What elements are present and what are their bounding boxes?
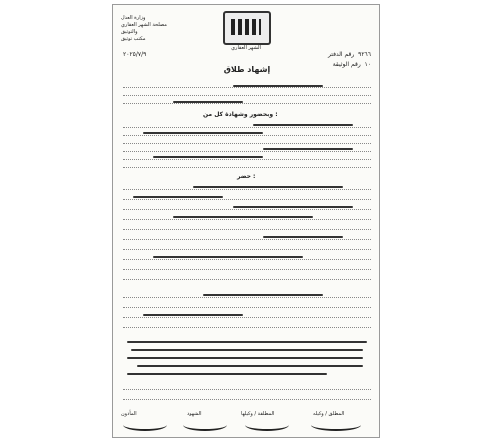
- handwriting: [143, 314, 243, 316]
- handwriting: [263, 148, 353, 150]
- form-line: [123, 259, 371, 260]
- handwriting: [173, 101, 243, 103]
- serial-value: ١٠: [364, 61, 371, 68]
- header-line: مصلحة الشهر العقاري والتوثيق: [121, 22, 167, 35]
- form-line: [123, 239, 371, 240]
- header-left-block: [121, 15, 181, 43]
- form-line: [123, 199, 371, 200]
- present-section-title: حضر :: [237, 173, 256, 180]
- form-line: [123, 189, 371, 190]
- form-line: [123, 167, 371, 168]
- handwriting: [263, 236, 343, 238]
- document-number-value: ٩٢٦٦: [358, 51, 371, 58]
- form-line: [123, 127, 371, 128]
- form-line: [123, 317, 371, 318]
- signature-scribble: [311, 419, 361, 431]
- header-line: مكتب توثيق: [121, 36, 146, 42]
- form-line: [123, 159, 371, 160]
- signature-label: المأذون: [121, 411, 137, 417]
- signature-label: المطلقة / وكيلها: [241, 411, 275, 417]
- form-line: [123, 229, 371, 230]
- document-date: ٢٠٢٥/٧/٩: [123, 51, 147, 58]
- signature-scribble: [123, 419, 167, 431]
- form-line: [123, 95, 371, 96]
- form-line: [123, 209, 371, 210]
- handwriting: [233, 85, 323, 87]
- form-line: [123, 389, 371, 390]
- form-line: [123, 143, 371, 144]
- form-line: [123, 297, 371, 298]
- signature-label: الشهود: [187, 411, 202, 417]
- handwriting: [137, 365, 363, 367]
- handwriting: [127, 341, 367, 343]
- handwriting: [193, 186, 343, 188]
- serial-label: رقم الوثيقة: [332, 61, 361, 68]
- form-line: [123, 269, 371, 270]
- signature-row: [121, 411, 371, 433]
- form-line: [123, 103, 371, 104]
- serial-number: [333, 61, 371, 68]
- form-line: [123, 279, 371, 280]
- signature-scribble: [183, 419, 227, 431]
- signature-scribble: [245, 419, 289, 431]
- handwriting: [153, 156, 263, 158]
- document-title: إشهاد طلاق: [223, 65, 271, 74]
- handwriting: [127, 373, 327, 375]
- handwriting: [173, 216, 313, 218]
- form-line: [123, 151, 371, 152]
- form-line: [123, 327, 371, 328]
- form-line: [123, 307, 371, 308]
- form-line: [123, 249, 371, 250]
- handwriting: [143, 132, 263, 134]
- parties-section-title: وبحضور وشهادة كل من :: [203, 111, 278, 118]
- handwriting: [233, 206, 353, 208]
- handwriting: [153, 256, 303, 258]
- handwriting: [203, 294, 323, 296]
- ministry-logo: [223, 11, 271, 45]
- form-line: [123, 87, 371, 88]
- document-number: [328, 51, 371, 58]
- handwriting: [133, 196, 223, 198]
- form-line: [123, 399, 371, 400]
- handwriting: [131, 349, 363, 351]
- form-line: [123, 135, 371, 136]
- document-page: [112, 4, 380, 438]
- logo-text: الشهر العقاري: [231, 45, 261, 51]
- form-line: [123, 219, 371, 220]
- handwriting: [253, 124, 353, 126]
- document-number-label: رقم الدفتر: [327, 51, 355, 58]
- handwriting: [127, 357, 363, 359]
- header-line: وزارة العدل: [121, 15, 146, 21]
- signature-label: المطلق / وكيله: [313, 411, 345, 417]
